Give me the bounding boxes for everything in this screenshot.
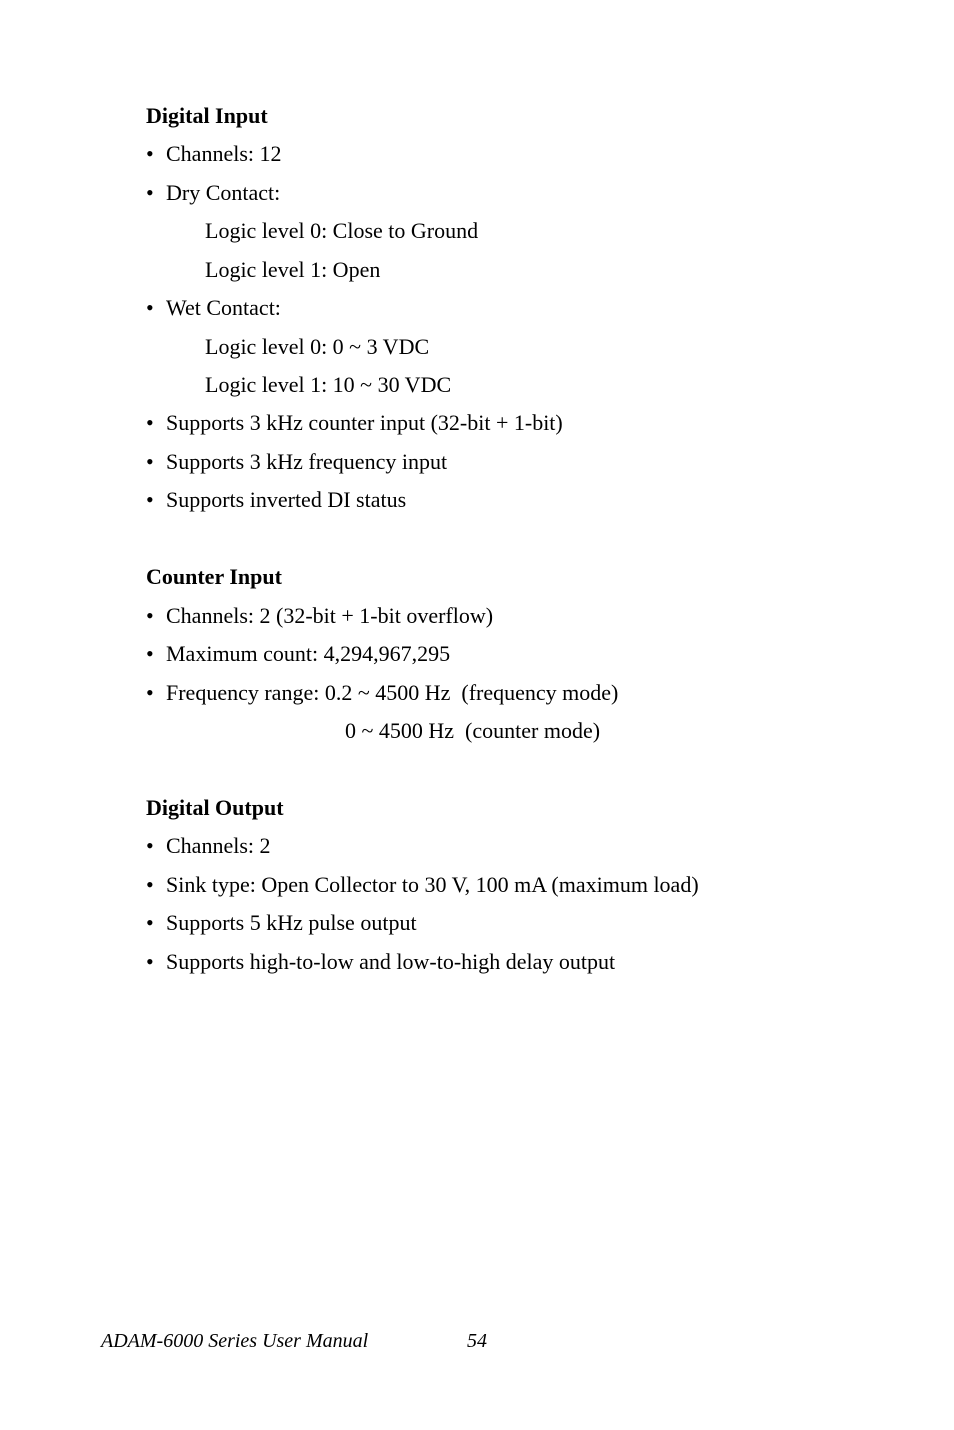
sub-item: Logic level 1: 10 ~ 30 VDC	[205, 372, 452, 397]
list-item	[146, 680, 618, 706]
bullet-icon: •	[146, 680, 154, 705]
list-item-text: Sink type: Open Collector to 30 V, 100 mA (maximum load)	[166, 872, 699, 897]
list-item-continuation: 0 ~ 4500 Hz (counter mode)	[345, 718, 601, 743]
bullet-icon: •	[146, 449, 154, 474]
bullet-icon: •	[146, 487, 154, 512]
list-item	[146, 641, 450, 667]
list-item-text: Frequency range: 0.2 ~ 4500 Hz (frequency mode)	[166, 680, 619, 705]
list-item-text: Supports 3 kHz frequency input	[166, 449, 448, 474]
sub-item: Logic level 0: 0 ~ 3 VDC	[205, 334, 430, 359]
sub-item: Logic level 0: Close to Ground	[205, 218, 479, 243]
list-item	[146, 910, 417, 936]
list-item-text: Supports 3 kHz counter input (32-bit + 1-bit)	[166, 410, 563, 435]
bullet-icon: •	[146, 641, 154, 666]
list-item-text: Supports 5 kHz pulse output	[166, 910, 417, 935]
sub-item: Logic level 1: Open	[205, 257, 381, 282]
bullet-icon: •	[146, 410, 154, 435]
bullet-icon: •	[146, 949, 154, 974]
list-item	[146, 603, 493, 629]
list-item	[146, 487, 406, 513]
bullet-icon: •	[146, 910, 154, 935]
list-item	[146, 180, 280, 206]
bullet-icon: •	[146, 295, 154, 320]
bullet-icon: •	[146, 833, 154, 858]
list-item	[146, 949, 615, 975]
list-item-text: Supports high-to-low and low-to-high delay output	[166, 949, 616, 974]
section-heading-digital-output: Digital Output	[146, 795, 284, 820]
bullet-icon: •	[146, 603, 154, 628]
list-item	[146, 141, 282, 167]
section-heading-digital-input: Digital Input	[146, 103, 268, 128]
section-heading-counter-input: Counter Input	[146, 564, 282, 589]
list-item-text: Maximum count: 4,294,967,295	[166, 641, 451, 666]
bullet-icon: •	[146, 141, 154, 166]
list-item-text: Channels: 2	[166, 833, 271, 858]
list-item	[146, 410, 563, 436]
list-item	[146, 295, 281, 321]
list-item-text: Channels: 12	[166, 141, 282, 166]
list-item	[146, 449, 447, 475]
list-item	[146, 872, 699, 898]
footer-manual-title: ADAM-6000 Series User Manual	[101, 1330, 369, 1352]
list-item-text: Wet Contact:	[166, 295, 281, 320]
list-item	[146, 833, 271, 859]
bullet-icon: •	[146, 872, 154, 897]
list-item-text: Dry Contact:	[166, 180, 281, 205]
bullet-icon: •	[146, 180, 154, 205]
list-item-text: Supports inverted DI status	[166, 487, 407, 512]
list-item-text: Channels: 2 (32-bit + 1-bit overflow)	[166, 603, 494, 628]
footer-page-number: 54	[467, 1330, 487, 1352]
